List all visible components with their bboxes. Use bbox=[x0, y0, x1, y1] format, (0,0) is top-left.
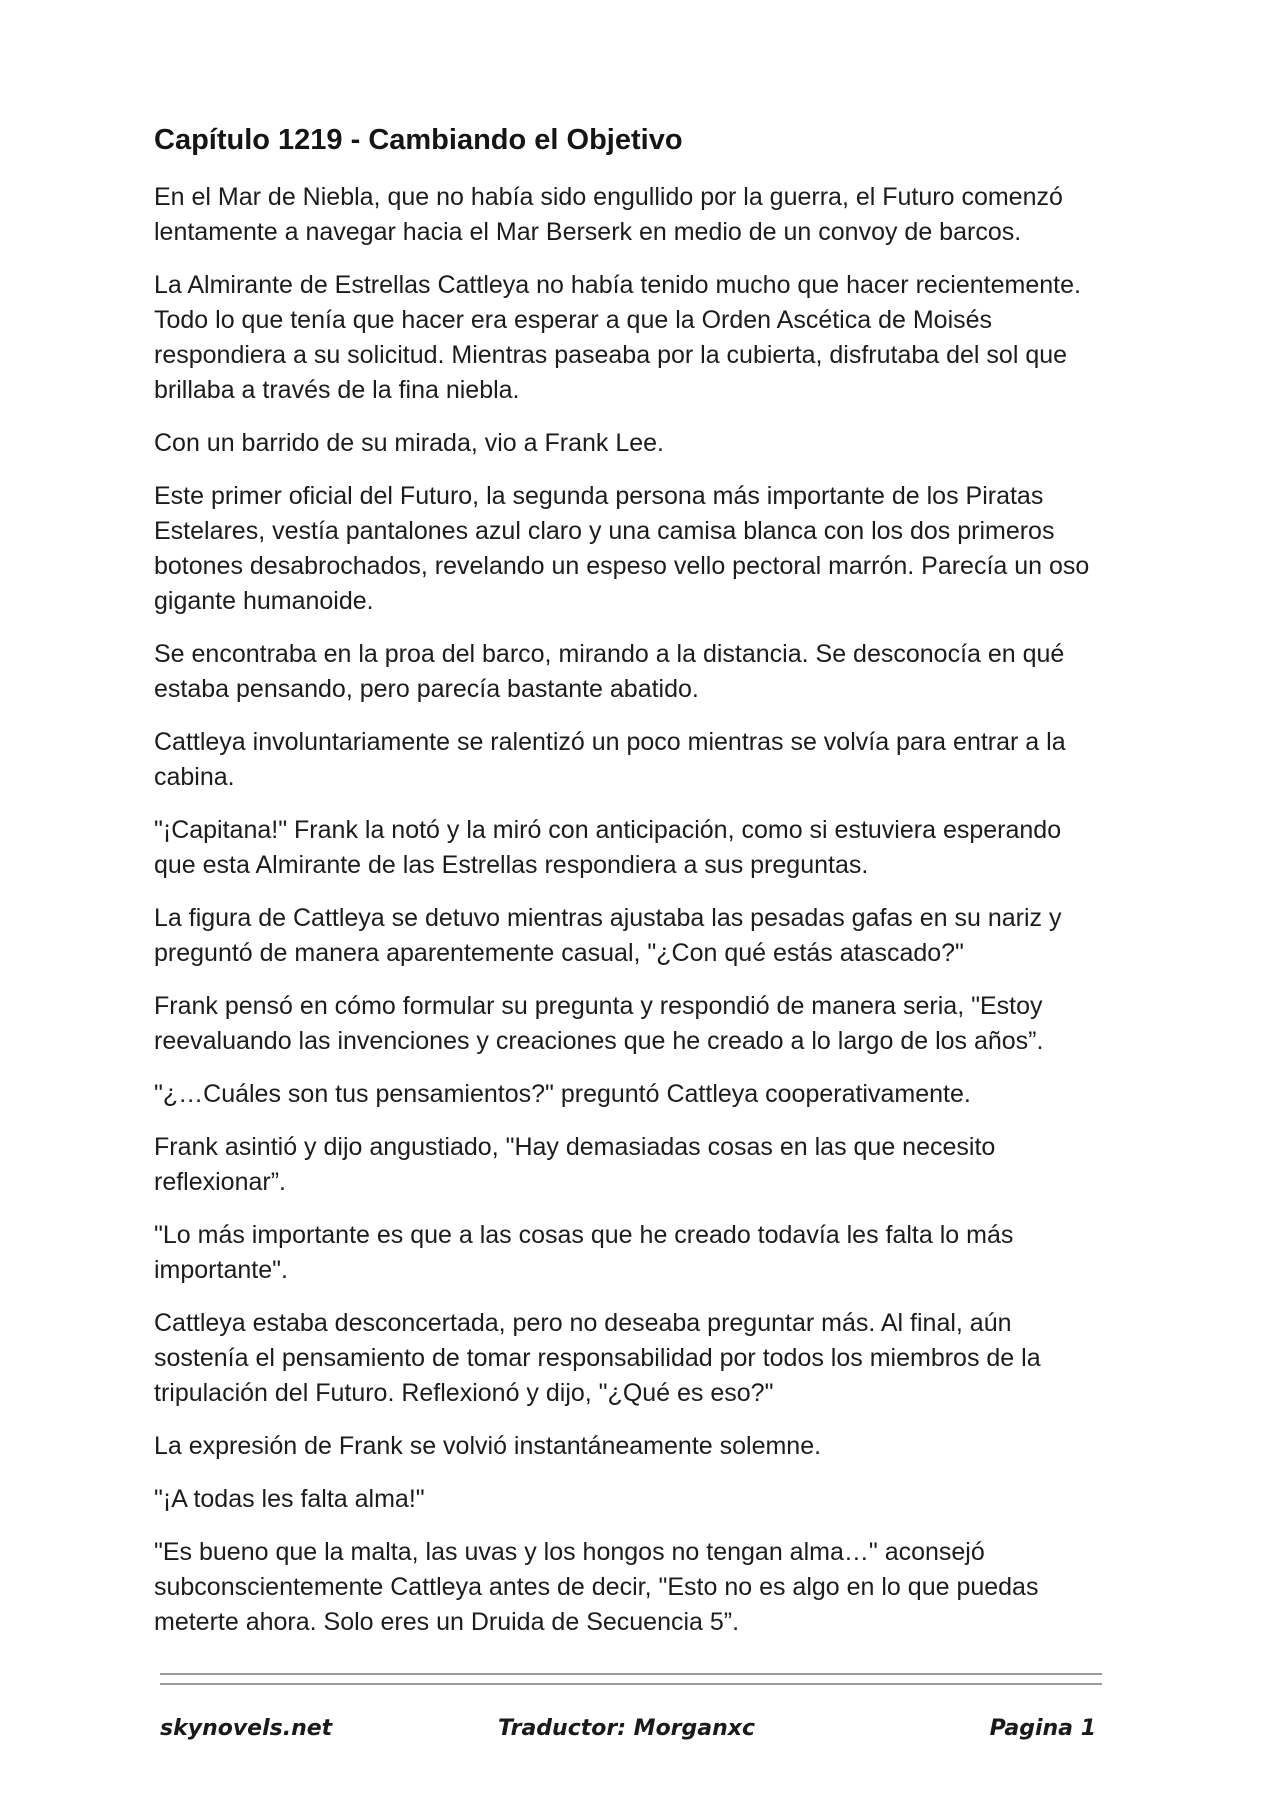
footer-site: skynovels.net bbox=[160, 1716, 333, 1741]
footer-translator: Traductor: Morganxc bbox=[498, 1716, 756, 1741]
chapter-title: Capítulo 1219 - Cambiando el Objetivo bbox=[154, 124, 683, 156]
footer-divider-bottom bbox=[160, 1683, 1102, 1685]
paragraph: "¿…Cuáles son tus pensamientos?" preguntó Cattleya cooperativamente. bbox=[154, 1080, 971, 1108]
paragraph: La figura de Cattleya se detuvo mientras ajustaba las pesadas gafas en su nariz y preguntó de manera aparentemente casual, "¿Con qué estás atascado?" bbox=[154, 904, 1062, 967]
paragraph: "Es bueno que la malta, las uvas y los hongos no tengan alma…" aconsejó subconscientemente Cattleya antes de decir, "Esto no es algo en lo que puedas meterte ahora. Solo eres un Druida de Secuencia 5”. bbox=[154, 1538, 1039, 1636]
paragraph: La Almirante de Estrellas Cattleya no había tenido mucho que hacer recientemente. Todo lo que tenía que hacer era esperar a que la Orden Ascética de Moisés respondiera a su solicitud. Mientras paseaba por la cubierta, disfrutaba del sol que brillaba a través de la fina niebla. bbox=[154, 271, 1081, 404]
footer-page-number: Pagina 1 bbox=[989, 1716, 1096, 1741]
footer-divider-top bbox=[160, 1673, 1102, 1675]
paragraph: Cattleya involuntariamente se ralentizó un poco mientras se volvía para entrar a la cabina. bbox=[154, 728, 1066, 791]
paragraph: "Lo más importante es que a las cosas que he creado todavía les falta lo más importante". bbox=[154, 1221, 1014, 1284]
paragraph: Frank asintió y dijo angustiado, "Hay demasiadas cosas en las que necesito reflexionar”. bbox=[154, 1133, 996, 1196]
document-body bbox=[154, 122, 1104, 1658]
paragraph: Cattleya estaba desconcertada, pero no deseaba preguntar más. Al final, aún sostenía el pensamiento de tomar responsabilidad por todos los miembros de la tripulación del Futuro. Reflexionó y dijo, "¿Qué es eso?" bbox=[154, 1309, 1041, 1407]
paragraph: Este primer oficial del Futuro, la segunda persona más importante de los Piratas Estelares, vestía pantalones azul claro y una camisa blanca con los dos primeros botones desabrochados, revelando un espeso vello pectoral marrón. Parecía un oso gigante humanoide. bbox=[154, 482, 1090, 615]
paragraph: "¡A todas les falta alma!" bbox=[154, 1485, 425, 1513]
paragraph: Frank pensó en cómo formular su pregunta y respondió de manera seria, "Estoy reevaluando las invenciones y creaciones que he creado a lo largo de los años”. bbox=[154, 992, 1044, 1055]
paragraph: Con un barrido de su mirada, vio a Frank Lee. bbox=[154, 429, 664, 457]
paragraph: La expresión de Frank se volvió instantáneamente solemne. bbox=[154, 1432, 822, 1460]
paragraph: Se encontraba en la proa del barco, mirando a la distancia. Se desconocía en qué estaba pensando, pero parecía bastante abatido. bbox=[154, 640, 1065, 703]
paragraph: En el Mar de Niebla, que no había sido engullido por la guerra, el Futuro comenzó lentamente a navegar hacia el Mar Berserk en medio de un convoy de barcos. bbox=[154, 183, 1063, 246]
paragraph: "¡Capitana!" Frank la notó y la miró con anticipación, como si estuviera esperando que esta Almirante de las Estrellas respondiera a sus preguntas. bbox=[154, 816, 1062, 879]
page-footer bbox=[160, 1716, 1096, 1752]
